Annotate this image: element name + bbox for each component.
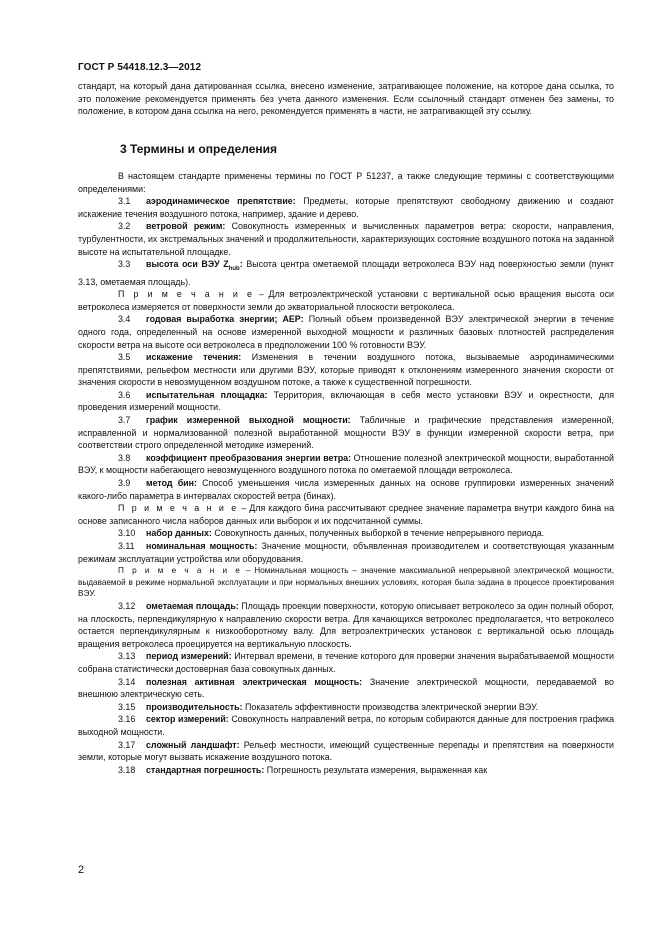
term-entry — [78, 452, 614, 477]
term-entry — [78, 739, 614, 764]
term-name: производительность: — [146, 701, 243, 712]
term-definition: Площадь проекции поверхности, которую описывает ветроколесо за один полный оборот, на плоскость, перпендикулярную к направлению скорости ветра. Для качающихся ветроколес предполагается, что ветроколесо остается перпендикулярным к низкооборотному валу. Для ветроэлектрических установок с вертикальной осью площадь вращения ветроколеса проецируется на вертикальную плоскость. — [78, 600, 614, 649]
term-number: 3.18 — [118, 764, 136, 775]
term-entry — [78, 764, 614, 777]
term-definition: Значение мощности, объявленная производителем и соответствующая указанным режимам эксплуатации устройства или оборудования. — [78, 541, 614, 564]
term-number: 3.14 — [118, 676, 136, 687]
term-entry — [78, 676, 614, 701]
section-body — [78, 170, 614, 776]
term-name: метод бин: — [146, 478, 197, 489]
term-entry — [78, 540, 614, 565]
term-definition: Погрешность результата измерения, выраженная как — [264, 764, 488, 775]
term-number: 3.3 — [118, 259, 131, 270]
term-entry — [78, 313, 614, 351]
term-entry — [78, 650, 614, 675]
term-name: аэродинамическое препятствие: — [146, 196, 296, 207]
term-number: 3.10 — [118, 528, 136, 539]
page-number: 2 — [78, 864, 85, 876]
term-name: коэффициент преобразования энергии ветра: — [146, 452, 352, 463]
term-name: номинальная мощность: — [146, 541, 258, 551]
term-number: 3.6 — [118, 389, 131, 400]
term-entry — [78, 527, 614, 540]
term-definition: Совокупность направлений ветра, по которым собираются данные для построения графика выходной мощности. — [78, 714, 614, 737]
term-definition: Табличные и графические представления измеренной, исправленной и нормализованной полезной выработанной мощности ВЭУ в функции измеренной скорости ветра, при соответствии строго определенной методике измерений. — [78, 415, 614, 451]
note-label: П р и м е ч а н и е — [118, 289, 255, 300]
term-entry — [78, 351, 614, 389]
term-entry — [78, 701, 614, 714]
term-definition: Изменения в течении воздушного потока, вызываемые аэродинамическими препятствиями, рельефом местности или другими ВЭУ, которые приводят к отклонениям измеренного значения скорости от значения скорости в невозмущенном воздушном потоке, а также к существенной погрешности. — [78, 352, 614, 388]
term-definition: Полный объем произведенной ВЭУ электрической энергии в течение одного года, определенный на основе измеренной выходной мощности и различных базовых плотностей распределения скорости ветра на высоте оси ветроколеса в предположении 100 % готовности ВЭУ. — [78, 314, 614, 350]
section-lead: В настоящем стандарте применены термины по ГОСТ Р 51237, а также следующие термины с соответствующими определениями: — [78, 171, 614, 194]
term-number: 3.12 — [118, 600, 136, 611]
term-number: 3.11 — [118, 541, 135, 551]
term-definition: Интервал времени, в течение которого для проверки значения вырабатываемой мощности собрана статистически достоверная база совокупных данных. — [78, 651, 614, 674]
term-note — [78, 565, 614, 600]
note-text: – Для каждого бина рассчитывают среднее значение параметра внутри каждого бина на основе записанного числа наборов данных или выборок и их подсчитанной суммы. — [78, 503, 614, 526]
term-number: 3.16 — [118, 714, 136, 725]
term-definition: Территория, включающая в себя место установки ВЭУ и окрестности, для проведения измерений мощности. — [78, 389, 615, 413]
term-name: сектор измерений: — [146, 714, 229, 725]
term-definition: Значение электрической мощности, передаваемой во внешнюю электрическую сеть. — [78, 676, 614, 700]
term-definition: Способ уменьшения числа измеренных данных на основе группировки измеренных значений какого-либо параметра в интервалах скоростей ветра (бинах). — [78, 478, 614, 501]
term-entry — [78, 600, 614, 650]
term-number: 3.15 — [118, 701, 136, 712]
term-name: ометаемая площадь: — [146, 600, 239, 611]
intro-paragraph: стандарт, на который дана датированная ссылка, внесено изменение, затрагивающее положение, на которое дана ссылка, то это положение рекомендуется применять без учета данного изменения. Если ссылочный стандарт отменен без замены, то положение, в котором дана ссылка на него, рекомендуется применять в части, не затрагивающей эту ссылку. — [78, 81, 614, 117]
term-number: 3.7 — [118, 415, 131, 426]
term-name: график измеренной выходной мощности: — [146, 415, 351, 426]
term-definition: Отношение полезной электрической мощности, выработанной ВЭУ, к мощности набегающего невозмущенного воздушного потока по ометаемой площади ветроколеса. — [78, 452, 614, 476]
term-name: стандартная погрешность: — [146, 764, 265, 775]
term-entry — [78, 258, 614, 288]
term-definition: Совокупность измеренных и вычисленных параметров ветра: скорости, направления, турбулентности, их экстремальных значений и продолжительности, характеризующих состояние воздушного потока на заданной высоте на испытательной площадке. — [78, 221, 614, 257]
term-entry — [78, 477, 614, 502]
term-name: искажение течения: — [146, 352, 242, 363]
term-name-suffix: : — [239, 259, 243, 270]
term-entry — [78, 195, 614, 220]
term-name: годовая выработка энергии; AEP: — [146, 314, 304, 325]
term-entry — [78, 220, 614, 258]
term-note — [78, 502, 614, 527]
term-name: испытательная площадка: — [146, 389, 268, 400]
term-entry — [78, 414, 614, 452]
term-number: 3.4 — [118, 314, 131, 325]
term-name: полезная активная электрическая мощность: — [146, 676, 363, 687]
term-number: 3.13 — [118, 651, 136, 662]
note-label: П р и м е ч а н и е — [118, 566, 243, 576]
term-number: 3.8 — [118, 452, 131, 463]
standard-header: ГОСТ Р 54418.12.3—2012 — [78, 62, 202, 73]
terms-list — [78, 195, 614, 776]
note-label: П р и м е ч а н и е — [118, 503, 239, 514]
term-number: 3.5 — [118, 352, 131, 363]
note-text: – Номинальная мощность – значение максимальной непрерывной электрической мощности, выдаваемой в режиме нормальной эксплуатации и при нормальных внешних условиях, которая была задана в процессе проектирования ВЭУ. — [78, 566, 615, 599]
term-name: ветровой режим: — [146, 221, 226, 232]
term-definition: Высота центра ометаемой площади ветроколеса ВЭУ над поверхностью земли (пункт 3.13, ометаемая площадь). — [78, 259, 614, 287]
term-name: набор данных: — [146, 528, 212, 539]
term-name: сложный ландшафт: — [146, 739, 240, 750]
term-note — [78, 288, 614, 313]
note-text: – Для ветроэлектрической установки с вертикальной осью вращения высота оси ветроколеса измеряется от поверхности земли до экваториальной плоскости ветроколеса. — [78, 289, 615, 312]
term-subscript: hub — [228, 265, 240, 272]
term-definition: Показатель эффективности производства электрической энергии ВЭУ. — [242, 701, 539, 712]
section-title: 3 Термины и определения — [120, 142, 278, 156]
term-number: 3.2 — [118, 221, 131, 232]
term-definition: Предметы, которые препятствуют свободному движению и создают искажение течения воздушного потока, например, здание и дерево. — [78, 196, 614, 219]
term-number: 3.17 — [118, 739, 136, 750]
term-definition: Рельеф местности, имеющий существенные перепады и препятствия на поверхности земли, которые могут вызвать искажение воздушного потока. — [78, 739, 615, 763]
term-definition: Совокупность данных, полученных выборкой в течение непрерывного периода. — [211, 528, 545, 539]
term-entry — [78, 713, 614, 738]
term-entry — [78, 389, 614, 414]
term-number: 3.9 — [118, 478, 131, 489]
term-name: высота оси ВЭУ Z — [146, 259, 229, 270]
term-name: период измерений: — [146, 651, 232, 662]
term-number: 3.1 — [118, 196, 131, 207]
